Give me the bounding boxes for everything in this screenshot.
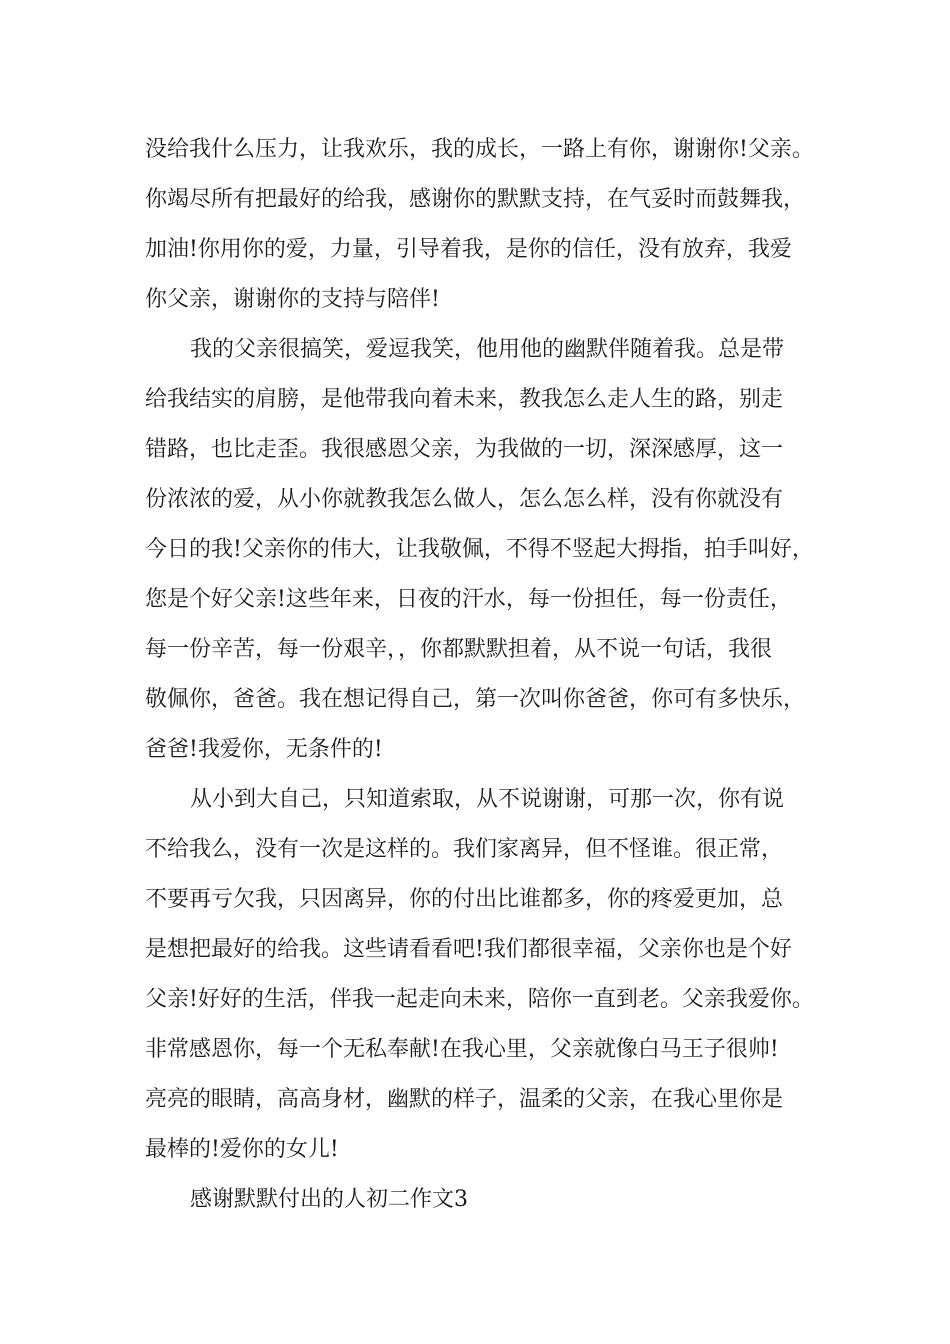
text-line: 错路，也比走歪。我很感恩父亲，为我做的一切，深深感厚，这一 bbox=[145, 437, 784, 462]
text-line: 爸爸!我爱你，无条件的! bbox=[145, 737, 383, 762]
text-line: 你父亲，谢谢你的支持与陪伴! bbox=[145, 287, 440, 312]
text-line: 不给我么，没有一次是这样的。我们家离异，但不怪谁。很正常， bbox=[145, 837, 784, 862]
text-line: 你竭尽所有把最好的给我，感谢你的默默支持，在气妥时而鼓舞我， bbox=[145, 187, 806, 212]
text-line: 是想把最好的给我。这些请看看吧!我们都很幸福，父亲你也是个好 bbox=[145, 937, 792, 962]
text-line: 您是个好父亲!这些年来，日夜的汗水，每一份担任，每一份责任， bbox=[145, 587, 792, 612]
text-line: 给我结实的肩膀，是他带我向着未来，教我怎么走人生的路，别走 bbox=[145, 387, 784, 412]
text-line: 份浓浓的爱，从小你就教我怎么做人，怎么怎么样，没有你就没有 bbox=[145, 487, 784, 512]
text-line: 亮亮的眼睛，高高身材，幽默的样子，温柔的父亲，在我心里你是 bbox=[145, 1087, 784, 1112]
text-line: 加油!你用你的爱，力量，引导着我，是你的信任，没有放弃，我爱 bbox=[145, 237, 792, 262]
text-line: 敬佩你，爸爸。我在想记得自己，第一次叫你爸爸，你可有多快乐， bbox=[145, 687, 806, 712]
paragraph-first-line: 我的父亲很搞笑，爱逗我笑，他用他的幽默伴随着我。总是带 bbox=[190, 337, 785, 362]
text-line: 非常感恩你，每一个无私奉献!在我心里，父亲就像白马王子很帅! bbox=[145, 1037, 779, 1062]
section-heading: 感谢默默付出的人初二作文3 bbox=[190, 1187, 468, 1212]
text-line: 父亲!好好的生活，伴我一起走向未来，陪你一直到老。父亲我爱你。 bbox=[145, 987, 814, 1012]
text-line: 没给我什么压力，让我欢乐，我的成长，一路上有你，谢谢你!父亲。 bbox=[145, 137, 814, 162]
text-line: 今日的我!父亲你的伟大，让我敬佩，不得不竖起大拇指，拍手叫好， bbox=[145, 537, 814, 562]
text-line: 最棒的!爱你的女儿! bbox=[145, 1137, 339, 1162]
text-line: 每一份辛苦，每一份艰辛，，你都默默担着，从不说一句话，我很 bbox=[145, 637, 773, 662]
paragraph-first-line: 从小到大自己，只知道索取，从不说谢谢，可那一次，你有说 bbox=[190, 787, 785, 812]
text-line: 不要再亏欠我，只因离异，你的付出比谁都多，你的疼爱更加，总 bbox=[145, 887, 784, 912]
